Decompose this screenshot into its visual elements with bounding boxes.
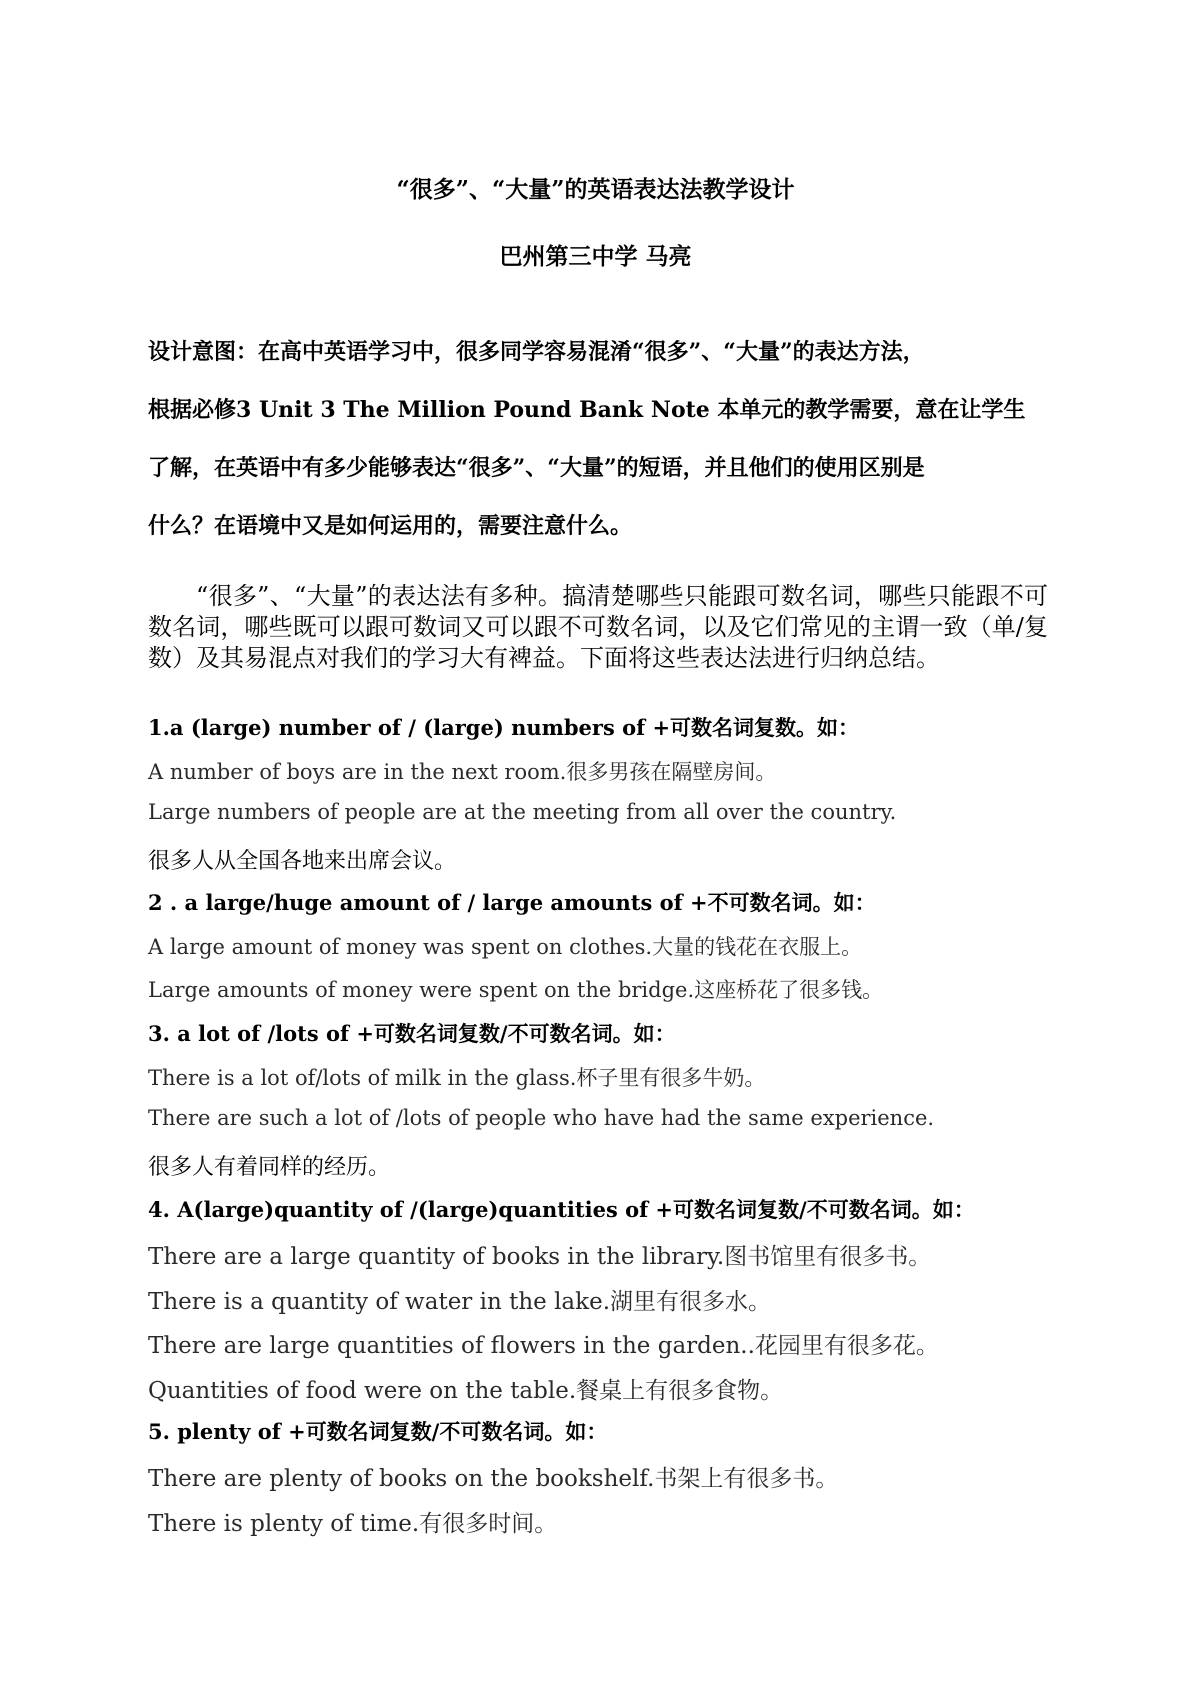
example-sentence: There are a large quantity of books in the library.图书馆里有很多书。 [148,1244,932,1270]
design-intent-line: 了解，在英语中有多少能够表达“很多”、“大量”的短语，并且他们的使用区别是 [148,455,925,481]
example-sentence: Large amounts of money were spent on the bridge.这座桥花了很多钱。 [148,978,884,1002]
section-heading: 5. plenty of +可数名词复数/不可数名词。如： [148,1419,608,1444]
section-heading: 1.a (large) number of / (large) numbers of +可数名词复数。如： [148,715,860,740]
section-heading: 3. a lot of /lots of +可数名词复数/不可数名词。如： [148,1021,676,1046]
example-sentence: There is a lot of/lots of milk in the glass.杯子里有很多牛奶。 [148,1066,766,1090]
example-sentence: There are such a lot of /lots of people who have had the same experience. [148,1106,935,1130]
design-intent-line: 什么？在语境中又是如何运用的，需要注意什么。 [148,513,633,539]
section-heading: 4. A(large)quantity of /(large)quantities of +可数名词复数/不可数名词。如： [148,1197,975,1222]
example-translation: 很多人从全国各地来出席会议。 [148,849,457,874]
example-sentence: A number of boys are in the next room.很多男孩在隔壁房间。 [148,760,777,784]
intro-paragraph: “很多”、“大量”的表达法有多种。搞清楚哪些只能跟可数名词，哪些只能跟不可数名词，哪些既可以跟可数词又可以跟不可数名词，以及它们常见的主谓一致（单/复数）及其易混点对我们的学习大有裨益。下面将这些表达法进行归纳总结。 [148,582,1048,672]
author-line: 巴州第三中学 马亮 [499,243,692,270]
example-sentence: Large numbers of people are at the meeting from all over the country. [148,800,897,824]
example-sentence: There is plenty of time.有很多时间。 [148,1511,558,1537]
document-title: “很多”、“大量”的英语表达法教学设计 [396,176,795,203]
example-sentence: There is a quantity of water in the lake.湖里有很多水。 [148,1289,771,1315]
example-translation: 很多人有着同样的经历。 [148,1155,391,1180]
example-sentence: Quantities of food were on the table.餐桌上有很多食物。 [148,1378,784,1404]
section-heading: 2 . a large/huge amount of / large amounts of +不可数名词。如： [148,890,876,915]
example-sentence: There are plenty of books on the bookshelf.书架上有很多书。 [148,1466,839,1492]
example-sentence: There are large quantities of flowers in the garden..花园里有很多花。 [148,1333,939,1359]
example-sentence: A large amount of money was spent on clothes.大量的钱花在衣服上。 [148,935,863,959]
design-intent-line: 设计意图：在高中英语学习中，很多同学容易混淆“很多”、“大量”的表达方法， [148,339,925,365]
design-intent-line: 根据必修3 Unit 3 The Million Pound Bank Note 本单元的教学需要，意在让学生 [148,397,1026,423]
